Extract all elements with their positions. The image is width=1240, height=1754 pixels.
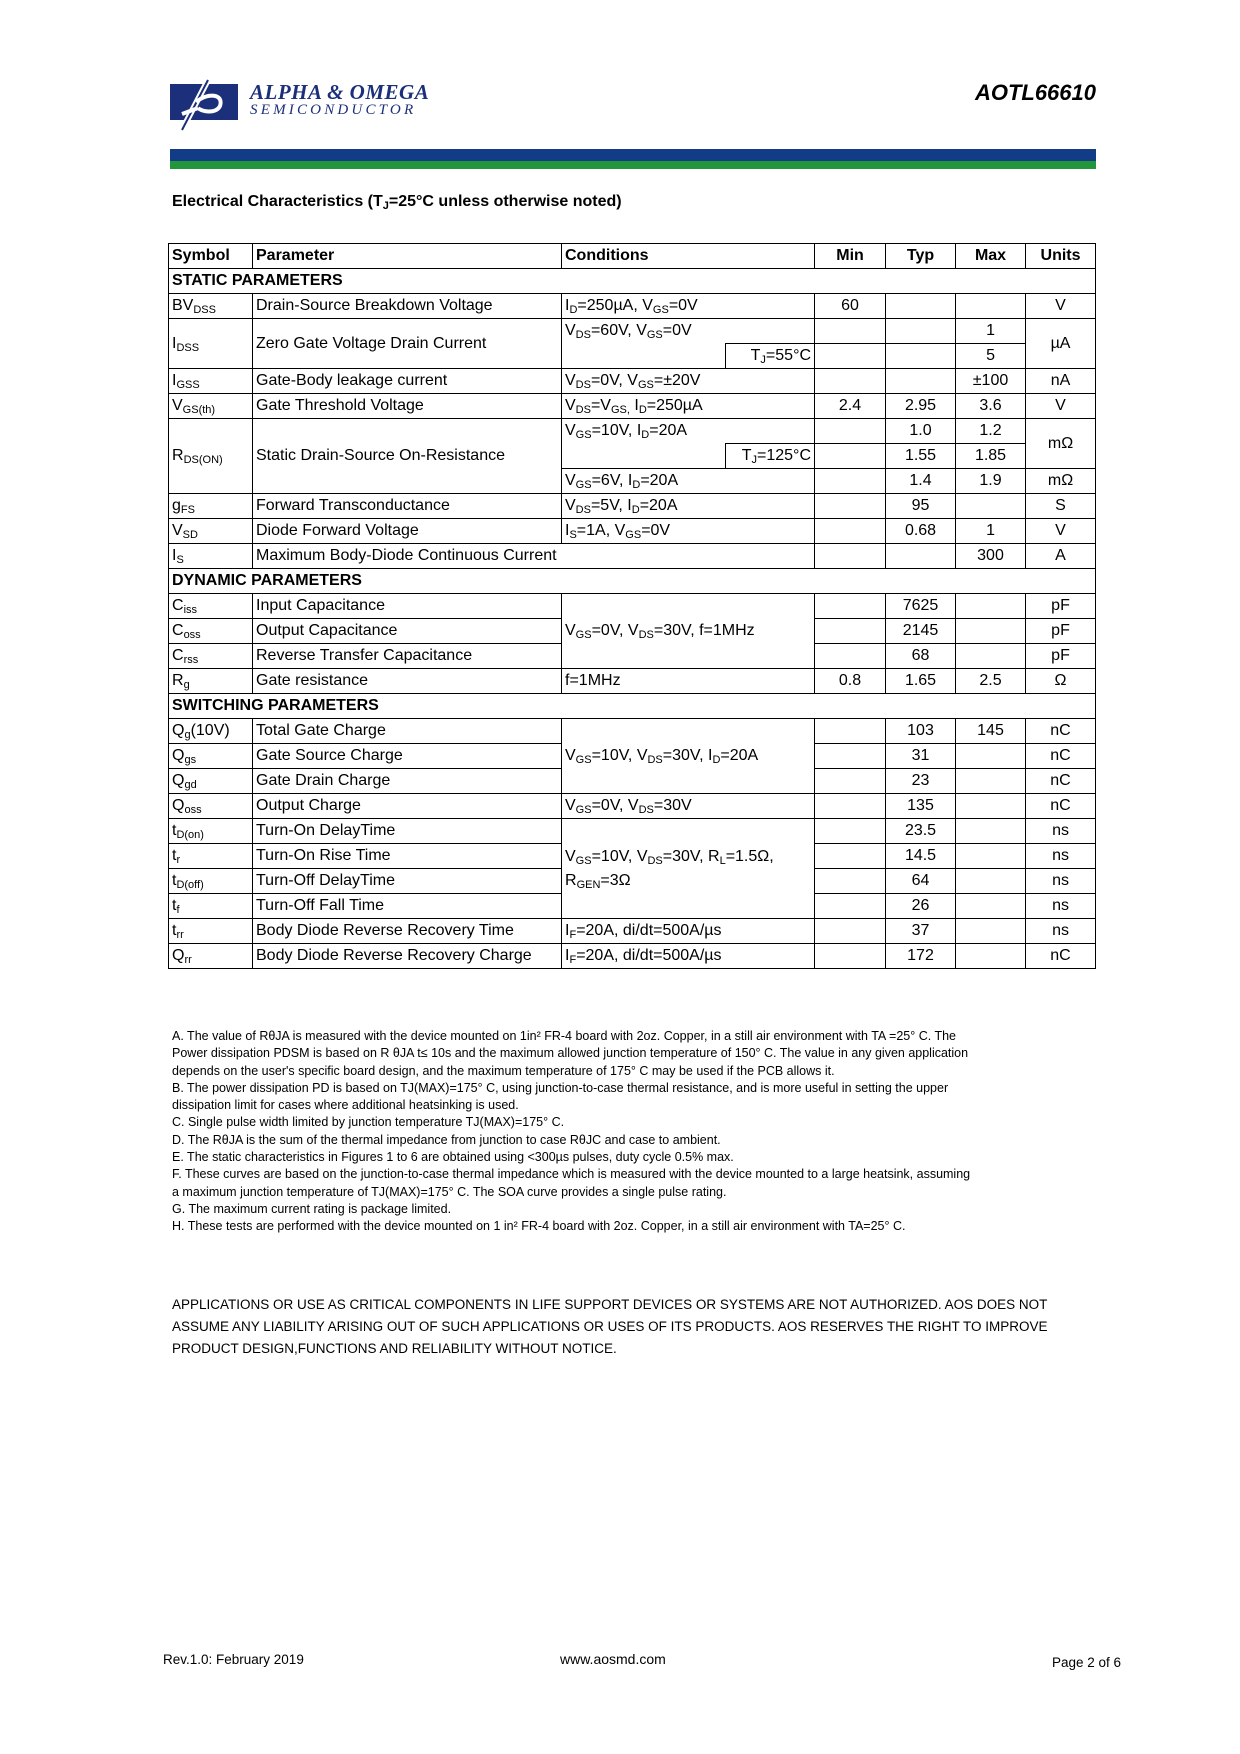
- footnote-line: G. The maximum current rating is package limited.: [172, 1201, 452, 1216]
- col-header-symbol: Symbol: [169, 244, 253, 269]
- footnote-line: C. Single pulse width limited by junction temperature TJ(MAX)=175° C.: [172, 1115, 565, 1130]
- table-row: $R_{DS(ON)}$ Static Drain-Source On-Resistance $V_{GS}=10V$, $I_D=20A$ 1.0 1.2 mΩ: [169, 419, 1096, 444]
- revision-text: Rev.1.0: February 2019: [163, 1652, 304, 1667]
- footnote-line: dissipation limit for cases where additional heatsinking is used.: [172, 1098, 519, 1113]
- table-row: $t_r$ Turn-On Rise Time 14.5 ns: [169, 844, 1096, 869]
- table-row: $Q_{oss}$ Output Charge $V_{GS}=0V$, $V_{DS}=30V$ 135 nC: [169, 794, 1096, 819]
- table-header-row: [169, 244, 1096, 269]
- table-row: $C_{iss}$ Input Capacitance $V_{GS}=0V$, $V_{DS}=30V$, f=1MHz 7625 pF: [169, 594, 1096, 619]
- table-row: $I_S$ Maximum Body-Diode Continuous Current 300 A: [169, 544, 1096, 569]
- header-bar-blue: [170, 149, 1096, 161]
- table-row: $T_J=55^\circ C$ 5: [169, 344, 1096, 369]
- section-title: Electrical Characteristics ($T_J=25^\circ C$ unless otherwise noted): [172, 193, 622, 212]
- table-row: $Q_g(10V)$ Total Gate Charge $V_{GS}=10V$, $V_{DS}=30V$, $I_D=20A$ 103 145 nC: [169, 719, 1096, 744]
- table-row: $V_{GS(th)}$ Gate Threshold Voltage $V_{DS}=V_{GS,}$ $I_D=250\mu A$ 2.4 2.95 3.6 V: [169, 394, 1096, 419]
- table-row: $I_{GSS}$ Gate-Body leakage current $V_{DS}=0V$, $V_{GS}=\pm 20V$ ±100 nA: [169, 369, 1096, 394]
- table-row: $t_f$ Turn-Off Fall Time 26 ns: [169, 894, 1096, 919]
- company-logo-icon: [168, 78, 242, 136]
- table-row: $T_J=125^\circ C$ 1.55 1.85: [169, 444, 1096, 469]
- table-row: $Q_{gd}$ Gate Drain Charge 23 nC: [169, 769, 1096, 794]
- company-name-line1: ALPHA & OMEGA: [250, 80, 430, 104]
- table-row: $t_{rr}$ Body Diode Reverse Recovery Time $I_F=20A$, di/dt=500A/µs 37 ns: [169, 919, 1096, 944]
- part-number: AOTL66610: [974, 80, 1096, 105]
- footnotes: [172, 1028, 1092, 1236]
- footnote-line: E. The static characteristics in Figures 1 to 6 are obtained using <300µs pulses, duty cycle 0.5% max.: [172, 1150, 734, 1165]
- disclaimer: [172, 1294, 1092, 1360]
- disclaimer-line: ASSUME ANY LIABILITY ARISING OUT OF SUCH APPLICATIONS OR USES OF ITS PRODUCTS. AOS RESERVES THE RIGHT TO IMPROVE: [172, 1319, 1048, 1334]
- table-row: $Q_{rr}$ Body Diode Reverse Recovery Charge $I_F=20A$, di/dt=500A/µs 172 nC: [169, 944, 1096, 969]
- table-row: $R_g$ Gate resistance f=1MHz 0.8 1.65 2.5 Ω: [169, 669, 1096, 694]
- page-number: Page 2 of 6: [1052, 1655, 1122, 1670]
- col-header-parameter: Parameter: [253, 244, 562, 269]
- footnote-line: F. These curves are based on the junction-to-case thermal impedance which is measured with the device mounted to a large heatsink, assuming: [172, 1167, 971, 1182]
- footnote-line: A. The value of RθJA is measured with the device mounted on 1in² FR-4 board with 2oz. Copper, in a still air environment with TA =25° C. The: [172, 1029, 956, 1043]
- table-row: $I_{DSS}$ Zero Gate Voltage Drain Current $V_{DS}=60V$, $V_{GS}=0V$ 1 µA: [169, 319, 1096, 344]
- footnote-line: H. These tests are performed with the device mounted on 1 in² FR-4 board with 2oz. Copper, in a still air environment with TA=25° C.: [172, 1219, 906, 1234]
- col-header-units: Units: [1026, 244, 1096, 269]
- table-row: $V_{SD}$ Diode Forward Voltage $I_S=1A$, $V_{GS}=0V$ 0.68 1 V: [169, 519, 1096, 544]
- website-link[interactable]: www.aosmd.com: [560, 1651, 666, 1667]
- col-header-min: Min: [815, 244, 886, 269]
- col-header-max: Max: [956, 244, 1026, 269]
- footnote-line: a maximum junction temperature of TJ(MAX)=175° C. The SOA curve provides a single pulse rating.: [172, 1184, 727, 1199]
- header-bar-green: [170, 161, 1096, 169]
- footnote-line: D. The RθJA is the sum of the thermal impedance from junction to case RθJC and case to ambient.: [172, 1132, 721, 1147]
- table-row: $BV_{DSS}$ Drain-Source Breakdown Voltage $I_D=250\mu A$, $V_{GS}=0V$ 60 V: [169, 294, 1096, 319]
- footnote-line: B. The power dissipation PD is based on TJ(MAX)=175° C, using junction-to-case thermal resistance, and is more useful in setting the upper: [172, 1080, 949, 1095]
- company-name-line2: SEMICONDUCTOR: [250, 102, 417, 118]
- footnote-line: Power dissipation PDSM is based on R θJA t≤ 10s and the maximum allowed junction temperature of 150° C. The value in any given application: [172, 1046, 969, 1061]
- table-row: $t_{D(off)}$ Turn-Off DelayTime 64 ns: [169, 869, 1096, 894]
- section-row-switching: SWITCHING PARAMETERS: [169, 694, 1096, 719]
- table-row: $g_{FS}$ Forward Transconductance $V_{DS}=5V$, $I_D=20A$ 95 S: [169, 494, 1096, 519]
- table-row: $Q_{gs}$ Gate Source Charge 31 nC: [169, 744, 1096, 769]
- electrical-characteristics-table: [168, 243, 1096, 969]
- disclaimer-line: APPLICATIONS OR USE AS CRITICAL COMPONENTS IN LIFE SUPPORT DEVICES OR SYSTEMS ARE NOT AUTHORIZED. AOS DOES NOT: [172, 1297, 1048, 1312]
- table-row: $V_{GS}=6V$, $I_D=20A$ 1.4 1.9 mΩ: [169, 469, 1096, 494]
- table-row: $C_{rss}$ Reverse Transfer Capacitance 68 pF: [169, 644, 1096, 669]
- disclaimer-line: PRODUCT DESIGN,FUNCTIONS AND RELIABILITY WITHOUT NOTICE.: [172, 1341, 617, 1356]
- table-row: $C_{oss}$ Output Capacitance 2145 pF: [169, 619, 1096, 644]
- section-row-dynamic: DYNAMIC PARAMETERS: [169, 569, 1096, 594]
- section-row-static: STATIC PARAMETERS: [169, 269, 1096, 294]
- col-header-typ: Typ: [886, 244, 956, 269]
- footnote-line: depends on the user's specific board design, and the maximum temperature of 175° C may be used if the PCB allows it.: [172, 1063, 835, 1078]
- table-row: $t_{D(on)}$ Turn-On DelayTime $V_{GS}=10V$, $V_{DS}=30V$, $R_L=1.5\Omega$, $R_{GEN}=3\Omega$ 23.5 ns: [169, 819, 1096, 844]
- col-header-conditions: Conditions: [562, 244, 815, 269]
